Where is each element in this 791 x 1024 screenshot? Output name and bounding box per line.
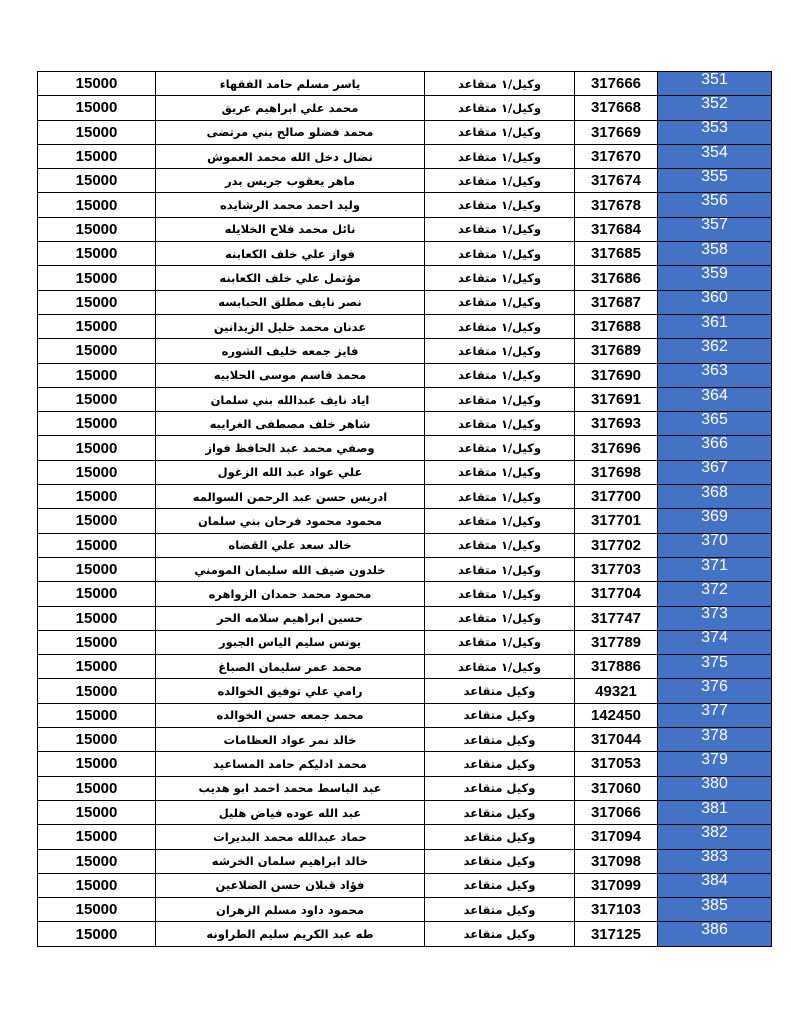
sequence-number-cell: [658, 96, 772, 120]
table-row: [38, 193, 772, 217]
military-number-cell: 317701: [575, 509, 658, 533]
name-cell: ادريس حسن عبد الرحمن السوالمه: [156, 485, 425, 509]
amount-cell: 15000: [38, 412, 156, 436]
table-row: [38, 485, 772, 509]
name-cell: عبد الباسط محمد احمد ابو هديب: [156, 776, 425, 800]
amount-cell: 15000: [38, 898, 156, 922]
amount-cell: 15000: [38, 825, 156, 849]
name-cell: ياسر مسلم حامد الفقهاء: [156, 72, 425, 96]
amount-cell: 15000: [38, 630, 156, 654]
name-cell: حسين ابراهيم سلامه الحر: [156, 606, 425, 630]
table-row: [38, 412, 772, 436]
table-row: [38, 314, 772, 338]
sequence-number-cell: [658, 728, 772, 752]
sequence-number: 375: [701, 654, 728, 671]
sequence-number-cell: [658, 460, 772, 484]
rank-status-cell: وكيل متقاعد: [425, 825, 575, 849]
name-cell: رامي علي توفيق الخوالده: [156, 679, 425, 703]
sequence-number: 362: [701, 338, 728, 355]
sequence-number: 357: [701, 217, 728, 234]
sequence-number: 376: [701, 678, 728, 696]
table-row: [38, 922, 772, 946]
rank-status-cell: وكيل/١ متقاعد: [425, 412, 575, 436]
name-cell: نصر نايف مطلق الحبابسه: [156, 290, 425, 314]
table-row: [38, 120, 772, 144]
amount-cell: 15000: [38, 873, 156, 897]
rank-status-cell: وكيل/١ متقاعد: [425, 630, 575, 654]
name-cell: نائل محمد فلاح الخلايله: [156, 217, 425, 241]
amount-cell: 15000: [38, 509, 156, 533]
sequence-number-cell: [658, 703, 772, 727]
rank-status-cell: وكيل/١ متقاعد: [425, 485, 575, 509]
rank-status-cell: وكيل/١ متقاعد: [425, 460, 575, 484]
name-cell: شاهر خلف مصطفى الغرايبه: [156, 412, 425, 436]
table-row: [38, 217, 772, 241]
amount-cell: 15000: [38, 533, 156, 557]
table-row: [38, 144, 772, 168]
sequence-number: 361: [701, 314, 728, 331]
table-row: [38, 898, 772, 922]
military-number-cell: 317053: [575, 752, 658, 776]
table-row: [38, 72, 772, 96]
sequence-number-cell: [658, 849, 772, 873]
rank-status-cell: وكيل/١ متقاعد: [425, 655, 575, 679]
table-row: [38, 582, 772, 606]
rank-status-cell: وكيل متقاعد: [425, 800, 575, 824]
amount-cell: 15000: [38, 776, 156, 800]
military-number-cell: 317685: [575, 242, 658, 266]
amount-cell: 15000: [38, 242, 156, 266]
table-row: [38, 825, 772, 849]
rank-status-cell: وكيل/١ متقاعد: [425, 533, 575, 557]
amount-cell: 15000: [38, 849, 156, 873]
table-row: [38, 387, 772, 411]
military-number-cell: 317669: [575, 120, 658, 144]
rank-status-cell: وكيل/١ متقاعد: [425, 72, 575, 96]
sequence-number: 366: [701, 435, 728, 453]
sequence-number: 381: [701, 800, 728, 817]
sequence-number: 365: [701, 411, 728, 428]
military-number-cell: 317125: [575, 922, 658, 946]
military-number-cell: 317693: [575, 412, 658, 436]
name-cell: محمد جمعه حسن الخوالده: [156, 703, 425, 727]
military-number-cell: 317687: [575, 290, 658, 314]
sequence-number-cell: [658, 557, 772, 581]
sequence-number-cell: [658, 509, 772, 533]
amount-cell: 15000: [38, 606, 156, 630]
table-row: [38, 800, 772, 824]
rank-status-cell: وكيل/١ متقاعد: [425, 582, 575, 606]
military-number-cell: 317066: [575, 800, 658, 824]
name-cell: نضال دخل الله محمد العموش: [156, 144, 425, 168]
military-number-cell: 317700: [575, 485, 658, 509]
name-cell: عدنان محمد خليل الزيدانين: [156, 314, 425, 338]
sequence-number: 355: [701, 168, 728, 185]
name-cell: محمد قاسم موسى الحلابيه: [156, 363, 425, 387]
rank-status-cell: وكيل متقاعد: [425, 703, 575, 727]
amount-cell: 15000: [38, 387, 156, 411]
rank-status-cell: وكيل/١ متقاعد: [425, 314, 575, 338]
name-cell: طه عبد الكريم سليم الطراونه: [156, 922, 425, 946]
sequence-number-cell: [658, 776, 772, 800]
name-cell: وصفي محمد عبد الحافظ فواز: [156, 436, 425, 460]
rank-status-cell: وكيل/١ متقاعد: [425, 193, 575, 217]
amount-cell: 15000: [38, 217, 156, 241]
name-cell: محمد فضلو صالح بني مرتضى: [156, 120, 425, 144]
name-cell: محمد علي ابراهيم عريق: [156, 96, 425, 120]
sequence-number-cell: [658, 72, 772, 96]
amount-cell: 15000: [38, 339, 156, 363]
sequence-number-cell: [658, 898, 772, 922]
rank-status-cell: وكيل/١ متقاعد: [425, 169, 575, 193]
sequence-number: 354: [701, 144, 728, 161]
table-row: [38, 703, 772, 727]
table-row: [38, 776, 772, 800]
sequence-number-cell: [658, 825, 772, 849]
amount-cell: 15000: [38, 460, 156, 484]
sequence-number-cell: [658, 752, 772, 776]
rank-status-cell: وكيل متقاعد: [425, 849, 575, 873]
sequence-number-cell: [658, 242, 772, 266]
military-number-cell: 317670: [575, 144, 658, 168]
military-number-cell: 317704: [575, 582, 658, 606]
sequence-number: 371: [701, 557, 728, 574]
rank-status-cell: وكيل/١ متقاعد: [425, 509, 575, 533]
military-number-cell: 317044: [575, 728, 658, 752]
table-row: [38, 509, 772, 533]
table-row: [38, 96, 772, 120]
amount-cell: 15000: [38, 169, 156, 193]
military-number-cell: 317698: [575, 460, 658, 484]
rank-status-cell: وكيل/١ متقاعد: [425, 266, 575, 290]
military-number-cell: 317688: [575, 314, 658, 338]
military-number-cell: 317094: [575, 825, 658, 849]
sequence-number: 386: [701, 921, 728, 939]
amount-cell: 15000: [38, 290, 156, 314]
table-row: [38, 679, 772, 703]
sequence-number-cell: [658, 339, 772, 363]
sequence-number-cell: [658, 387, 772, 411]
table-row: [38, 849, 772, 873]
military-number-cell: 317691: [575, 387, 658, 411]
table-row: [38, 266, 772, 290]
sequence-number: 369: [701, 508, 728, 525]
sequence-number: 384: [701, 873, 728, 890]
table-body: [38, 72, 772, 947]
rank-status-cell: وكيل/١ متقاعد: [425, 387, 575, 411]
military-number-cell: 317668: [575, 96, 658, 120]
amount-cell: 15000: [38, 436, 156, 460]
amount-cell: 15000: [38, 96, 156, 120]
military-number-cell: 317689: [575, 339, 658, 363]
military-number-cell: 317789: [575, 630, 658, 654]
rank-status-cell: وكيل/١ متقاعد: [425, 144, 575, 168]
military-number-cell: 317684: [575, 217, 658, 241]
sequence-number-cell: [658, 290, 772, 314]
sequence-number: 364: [701, 387, 728, 404]
sequence-number-cell: [658, 655, 772, 679]
sequence-number: 368: [701, 484, 728, 501]
sequence-number: 378: [701, 727, 728, 744]
sequence-number-cell: [658, 412, 772, 436]
name-cell: خالد ابراهيم سلمان الخرشه: [156, 849, 425, 873]
rank-status-cell: وكيل/١ متقاعد: [425, 339, 575, 363]
sequence-number: 356: [701, 192, 728, 210]
name-cell: فؤاد قبلان حسن الضلاعين: [156, 873, 425, 897]
name-cell: ماهر يعقوب جريس بدر: [156, 169, 425, 193]
sequence-number: 385: [701, 897, 728, 914]
table-row: [38, 655, 772, 679]
name-cell: محمود محمد حمدان الزواهره: [156, 582, 425, 606]
amount-cell: 15000: [38, 144, 156, 168]
military-number-cell: 317702: [575, 533, 658, 557]
amount-cell: 15000: [38, 193, 156, 217]
amount-cell: 15000: [38, 800, 156, 824]
sequence-number-cell: [658, 144, 772, 168]
sequence-number: 377: [701, 703, 728, 720]
amount-cell: 15000: [38, 120, 156, 144]
table-row: [38, 606, 772, 630]
military-number-cell: 317060: [575, 776, 658, 800]
rank-status-cell: وكيل متقاعد: [425, 679, 575, 703]
table-row: [38, 752, 772, 776]
sequence-number-cell: [658, 169, 772, 193]
name-cell: عبد الله عوده فياض هليل: [156, 800, 425, 824]
name-cell: فواز علي خلف الكعابنه: [156, 242, 425, 266]
sequence-number-cell: [658, 630, 772, 654]
amount-cell: 15000: [38, 314, 156, 338]
rank-status-cell: وكيل متقاعد: [425, 776, 575, 800]
rank-status-cell: وكيل/١ متقاعد: [425, 606, 575, 630]
sequence-number-cell: [658, 922, 772, 946]
name-cell: خالد سعد علي القضاه: [156, 533, 425, 557]
name-cell: اياد نايف عبدالله بني سلمان: [156, 387, 425, 411]
sequence-number-cell: [658, 533, 772, 557]
sequence-number-cell: [658, 363, 772, 387]
sequence-number: 382: [701, 824, 728, 841]
name-cell: يونس سليم الياس الجبور: [156, 630, 425, 654]
name-cell: وليد احمد محمد الرشايده: [156, 193, 425, 217]
name-cell: فايز جمعه خليف الشوره: [156, 339, 425, 363]
rank-status-cell: وكيل متقاعد: [425, 873, 575, 897]
sequence-number: 372: [701, 581, 728, 598]
rank-status-cell: وكيل/١ متقاعد: [425, 557, 575, 581]
sequence-number: 374: [701, 630, 728, 647]
name-cell: محمود محمود فرحان بني سلمان: [156, 509, 425, 533]
rank-status-cell: وكيل/١ متقاعد: [425, 96, 575, 120]
military-number-cell: 142450: [575, 703, 658, 727]
table-row: [38, 242, 772, 266]
military-number-cell: 317747: [575, 606, 658, 630]
table-row: [38, 339, 772, 363]
table-row: [38, 290, 772, 314]
amount-cell: 15000: [38, 72, 156, 96]
name-cell: خالد نمر عواد العظامات: [156, 728, 425, 752]
sequence-number: 359: [701, 265, 728, 283]
sequence-number: 353: [701, 120, 728, 137]
name-cell: محمود داود مسلم الزهران: [156, 898, 425, 922]
sequence-number: 367: [701, 460, 728, 477]
military-number-cell: 317098: [575, 849, 658, 873]
amount-cell: 15000: [38, 485, 156, 509]
sequence-number: 373: [701, 606, 728, 623]
sequence-number-cell: [658, 800, 772, 824]
rank-status-cell: وكيل/١ متقاعد: [425, 120, 575, 144]
military-number-cell: 317703: [575, 557, 658, 581]
sequence-number: 360: [701, 290, 728, 307]
military-number-cell: 317099: [575, 873, 658, 897]
military-number-cell: 317674: [575, 169, 658, 193]
document-table-container: [37, 71, 766, 947]
sequence-number-cell: [658, 436, 772, 460]
sequence-number-cell: [658, 485, 772, 509]
sequence-number: 370: [701, 533, 728, 550]
amount-cell: 15000: [38, 655, 156, 679]
amount-cell: 15000: [38, 703, 156, 727]
table-row: [38, 873, 772, 897]
sequence-number: 380: [701, 776, 728, 793]
rank-status-cell: وكيل/١ متقاعد: [425, 242, 575, 266]
table-row: [38, 630, 772, 654]
military-number-cell: 317666: [575, 72, 658, 96]
sequence-number: 351: [701, 71, 728, 88]
rank-status-cell: وكيل متقاعد: [425, 898, 575, 922]
military-number-cell: 49321: [575, 679, 658, 703]
rank-status-cell: وكيل متقاعد: [425, 922, 575, 946]
amount-cell: 15000: [38, 582, 156, 606]
sequence-number: 358: [701, 241, 728, 258]
table-row: [38, 169, 772, 193]
amount-cell: 15000: [38, 922, 156, 946]
table-row: [38, 436, 772, 460]
table-row: [38, 533, 772, 557]
name-cell: حماد عبدالله محمد البديرات: [156, 825, 425, 849]
rank-status-cell: وكيل/١ متقاعد: [425, 290, 575, 314]
name-cell: مؤتمل علي خلف الكعابنه: [156, 266, 425, 290]
sequence-number: 383: [701, 849, 728, 866]
table-row: [38, 460, 772, 484]
sequence-number: 379: [701, 751, 728, 768]
amount-cell: 15000: [38, 752, 156, 776]
name-cell: علي عواد عبد الله الزغول: [156, 460, 425, 484]
rank-status-cell: وكيل/١ متقاعد: [425, 363, 575, 387]
military-number-cell: 317696: [575, 436, 658, 460]
military-number-cell: 317690: [575, 363, 658, 387]
sequence-number-cell: [658, 193, 772, 217]
table-row: [38, 728, 772, 752]
sequence-number: 363: [701, 363, 728, 380]
name-cell: محمد عمر سليمان الصباغ: [156, 655, 425, 679]
sequence-number-cell: [658, 217, 772, 241]
military-number-cell: 317103: [575, 898, 658, 922]
military-number-cell: 317686: [575, 266, 658, 290]
sequence-number-cell: [658, 582, 772, 606]
sequence-number-cell: [658, 120, 772, 144]
name-cell: خلدون ضيف الله سليمان المومني: [156, 557, 425, 581]
rank-status-cell: وكيل متقاعد: [425, 752, 575, 776]
amount-cell: 15000: [38, 679, 156, 703]
amount-cell: 15000: [38, 363, 156, 387]
amount-cell: 15000: [38, 728, 156, 752]
amount-cell: 15000: [38, 266, 156, 290]
amount-cell: 15000: [38, 557, 156, 581]
military-number-cell: 317886: [575, 655, 658, 679]
rank-status-cell: وكيل/١ متقاعد: [425, 436, 575, 460]
rank-status-cell: وكيل/١ متقاعد: [425, 217, 575, 241]
sequence-number-cell: [658, 873, 772, 897]
sequence-number-cell: [658, 679, 772, 703]
name-cell: محمد ادليكم حامد المساعيد: [156, 752, 425, 776]
sequence-number-cell: [658, 266, 772, 290]
military-number-cell: 317678: [575, 193, 658, 217]
table-row: [38, 363, 772, 387]
table-row: [38, 557, 772, 581]
sequence-number: 352: [701, 95, 728, 112]
sequence-number-cell: [658, 606, 772, 630]
rank-status-cell: وكيل متقاعد: [425, 728, 575, 752]
sequence-number-cell: [658, 314, 772, 338]
retirees-table: [37, 71, 772, 947]
